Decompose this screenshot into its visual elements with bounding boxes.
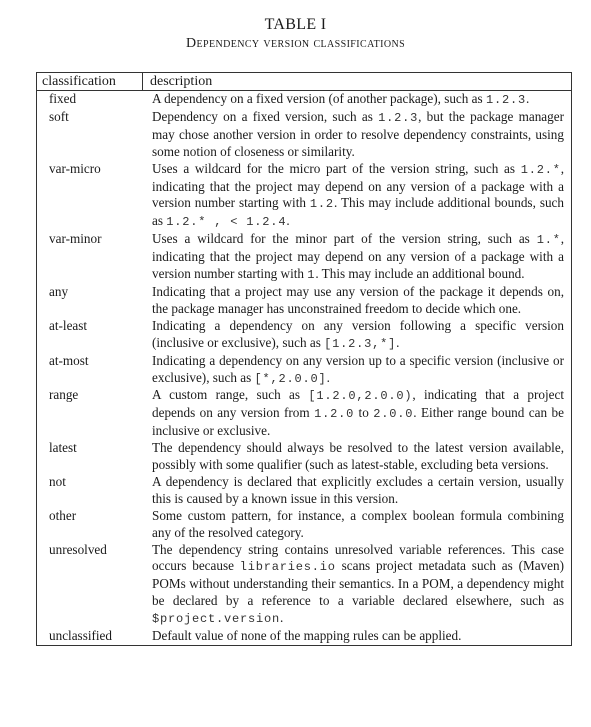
table-caption: Dependency version classifications [185,36,406,51]
description-text: Some custom pattern, for instance, a complex boolean formula combining any of the resolved category. [152,507,564,540]
code-literal: 1.2.* [520,162,561,177]
row-classification: fixed [49,91,77,106]
description-text: . Either range bound can be inclusive or exclusive. [152,405,564,439]
description-text: Dependency on a fixed version, such as [152,108,379,124]
description-text: Indicating a dependency on any version up to a specific version (inclusive or exclusive), such as [152,352,564,385]
code-literal: 1 [307,268,316,283]
description-text: Indicating that a project may use any version of the package it depends on, the package manager has unconstrained freedom to decide which one. [152,283,564,316]
row-classification: any [49,283,69,299]
row-description [143,474,564,508]
code-literal: [1.2.0,2.0.0) [308,389,413,404]
row-classification: at-most [49,352,89,368]
table-row [37,387,571,440]
row-description [143,542,564,629]
row-classification: var-micro [49,160,101,176]
description-text: , indicating that a project depends on any version from [152,387,564,421]
code-literal: 1.2.3 [378,110,419,125]
code-literal: 1.2.* , < 1.2.4 [166,215,287,230]
row-description [143,91,564,109]
code-literal: 1.2 [309,197,334,212]
table-header [37,73,571,91]
description-text: scans project metadata such as (Maven) POMs without understanding their semantics. In a POM, a dependency might be declared by a reference to a variable declared elsewhere, such as [152,558,564,609]
description-text: . [280,610,284,626]
description-text: Default value of none of the mapping rules can be applied. [152,628,462,644]
description-text: Indicating a dependency on any version following a specific version (inclusive or exclusive), such as [152,317,564,350]
description-text: . [286,213,290,229]
table-row [37,318,571,353]
description-text: , indicating that the project may depend on any version of a package with a version number starting with [152,160,564,211]
description-text: Uses a wildcard for the micro part of the version string, such as [152,160,521,176]
row-description [143,231,564,284]
row-classification: var-minor [49,231,102,247]
table-row [37,474,571,508]
code-literal: 2.0.0 [373,407,414,422]
code-literal: 1.2.3 [485,93,526,107]
row-description [143,628,564,645]
row-description [143,353,564,388]
row-classification: unclassified [49,628,112,644]
table-row [37,109,571,161]
description-text: . This may include additional bounds, such as [152,195,564,229]
description-text: Uses a wildcard for the minor part of the version string, such as [152,231,537,247]
code-literal: libraries.io [239,560,336,575]
table-row [37,440,571,474]
table-row [37,161,571,232]
row-classification: at-least [49,317,88,333]
description-text: . [525,91,530,106]
row-classification: range [49,387,79,403]
row-description [143,318,564,353]
table-body [37,91,571,645]
description-text: A custom range, such as [152,387,309,403]
description-text: The dependency string contains unresolved variable references. This case occurs because [152,541,564,574]
header-classification: classification [37,73,143,90]
table-row [37,284,571,318]
table-title: TABLE I [264,16,327,33]
row-description [143,161,564,232]
description-text: , indicating that the project may depend on any version of a package with a version number starting with [152,231,564,282]
row-description [143,508,564,542]
description-text: A dependency on a fixed version (of another package), such as [152,91,486,106]
description-text: , but the package manager may chose another version in order to resolve dependency constraints, using some notion of closeness or similarity. [152,108,564,159]
code-literal: $project.version [152,612,281,627]
table-row [37,628,571,645]
description-text: to [354,405,374,421]
classification-table [36,72,572,646]
description-text: A dependency is declared that explicitly excludes a certain version, usually this is caused by a known issue in this version. [152,473,564,506]
row-classification: latest [49,440,77,456]
table-row [37,231,571,284]
description-text: The dependency should always be resolved to the latest version available, possibly with some qualifier (such as latest-stable, excluding beta versions. [152,440,564,473]
row-classification: other [49,507,77,523]
table-row [37,542,571,629]
row-description [143,109,564,161]
row-description [143,440,564,474]
row-classification: soft [49,108,69,124]
row-classification: not [49,473,66,489]
code-literal: 1.2.0 [314,407,355,422]
code-literal: 1.* [536,233,561,248]
description-text: . [326,369,330,385]
table-row [37,91,571,109]
description-text: . This may include an additional bound. [315,266,525,282]
row-classification: unresolved [49,541,107,557]
row-description [143,387,564,440]
table-row [37,508,571,542]
code-literal: [1.2.3,*] [324,336,397,351]
description-text: . [396,334,400,350]
table-row [37,353,571,388]
row-description [143,284,564,318]
code-literal: [*,2.0.0] [254,371,327,386]
header-description: description [150,74,213,89]
